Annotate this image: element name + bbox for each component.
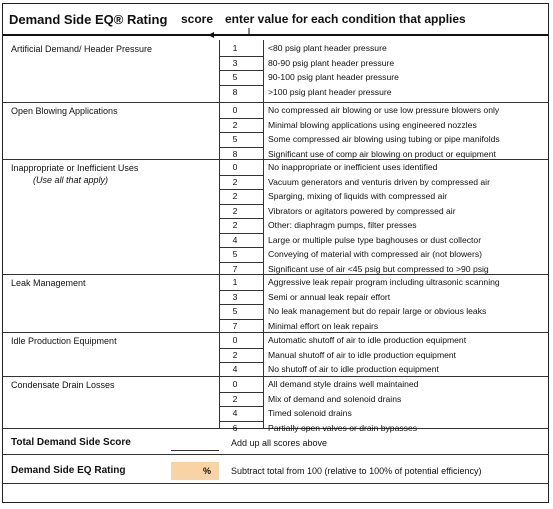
section-title: Artificial Demand/ Header Pressure [11, 44, 153, 54]
eq-rating-label: Demand Side EQ Rating [11, 465, 126, 476]
section-subtitle: (Use all that apply) [33, 175, 109, 185]
condition-score: 6 [232, 422, 238, 433]
score-entry-line[interactable] [219, 118, 264, 119]
condition-score: 5 [232, 249, 238, 259]
condition-score: 0 [232, 379, 238, 389]
section-4 [3, 332, 548, 377]
condition-text: Conveying of material with compressed air (not blowers) [268, 249, 482, 259]
worksheet-title: Demand Side EQ® Rating [9, 12, 168, 27]
condition-row [3, 118, 548, 132]
score-entry-line[interactable] [219, 348, 264, 349]
condition-score: 2 [232, 220, 238, 230]
score-entry-line[interactable] [219, 132, 264, 133]
condition-row [3, 204, 548, 218]
condition-row [3, 348, 548, 362]
condition-score: 3 [232, 291, 238, 302]
condition-score: 2 [232, 205, 238, 216]
instruction-text: enter value for each condition that applies [225, 12, 466, 26]
score-entry-line[interactable] [219, 204, 264, 205]
condition-row [3, 319, 548, 333]
condition-score: 2 [232, 119, 238, 130]
condition-text: Other: diaphragm pumps, filter presses [268, 220, 417, 230]
condition-row [3, 275, 548, 289]
condition-score: 2 [232, 191, 238, 201]
condition-row [3, 218, 548, 232]
condition-score: 0 [232, 162, 238, 172]
condition-score: 8 [232, 86, 238, 97]
condition-text: <80 psig plant header pressure [268, 43, 387, 53]
score-column-label: score [181, 12, 214, 26]
condition-text: Minimal blowing applications using engineered nozzles [268, 119, 477, 130]
condition-row [3, 189, 548, 203]
score-entry-line[interactable] [219, 70, 264, 71]
total-score-label: Total Demand Side Score [11, 437, 131, 448]
condition-row [3, 233, 548, 247]
condition-row [3, 41, 548, 55]
score-entry-line[interactable] [219, 85, 264, 86]
condition-score: 2 [232, 349, 238, 360]
score-entry-line[interactable] [219, 189, 264, 190]
score-entry-line[interactable] [219, 392, 264, 393]
condition-score: 0 [232, 105, 238, 115]
section-title: Idle Production Equipment [11, 336, 117, 346]
section-title: Inappropriate or Inefficient Uses [11, 163, 139, 173]
score-entry-line[interactable] [219, 421, 264, 422]
condition-row [3, 85, 548, 99]
condition-row [3, 103, 548, 117]
eq-rating-field[interactable]: % [171, 462, 219, 480]
condition-row [3, 333, 548, 347]
condition-text: Significant use of comp air blowing on product or equipment [268, 148, 496, 159]
condition-row [3, 247, 548, 261]
eq-rating-description: Subtract total from 100 (relative to 100% of potential efficiency) [231, 466, 482, 476]
section-title: Open Blowing Applications [11, 106, 118, 116]
section-title: Leak Management [11, 278, 86, 288]
condition-text: 90-100 psig plant header pressure [268, 72, 399, 82]
condition-row [3, 392, 548, 406]
score-entry-line[interactable] [219, 218, 264, 219]
condition-row [3, 132, 548, 146]
score-entry-line[interactable] [219, 362, 264, 363]
condition-row [3, 362, 548, 376]
condition-score: 5 [232, 134, 238, 144]
condition-text: >100 psig plant header pressure [268, 86, 392, 97]
worksheet-header [3, 4, 548, 36]
condition-text: Partially open valves or drain bypasses [268, 422, 418, 433]
condition-score: 3 [232, 57, 238, 68]
condition-row [3, 290, 548, 304]
condition-row [3, 175, 548, 189]
condition-score: 2 [232, 393, 238, 404]
score-entry-line[interactable] [219, 175, 264, 176]
score-entry-line[interactable] [219, 304, 264, 305]
condition-text: Sparging, mixing of liquids with compressed air [268, 191, 448, 201]
score-entry-line[interactable] [219, 233, 264, 234]
section-title: Condensate Drain Losses [11, 380, 115, 390]
condition-text: Significant use of air <45 psig but compressed to >90 psig [268, 263, 489, 274]
condition-text: All demand style drains well maintained [268, 379, 419, 389]
condition-score: 4 [232, 364, 238, 374]
score-entry-line[interactable] [219, 56, 264, 57]
score-entry-line[interactable] [219, 262, 264, 263]
condition-text: No leak management but do repair large or obvious leaks [268, 306, 487, 316]
condition-score: 2 [232, 176, 238, 187]
section-1 [3, 102, 548, 160]
condition-row [3, 377, 548, 391]
condition-row [3, 304, 548, 318]
condition-row [3, 56, 548, 70]
condition-text: Aggressive leak repair program including ultrasonic scanning [268, 277, 500, 287]
condition-score: 1 [232, 43, 238, 53]
condition-score: 5 [232, 72, 238, 82]
condition-text: Automatic shutoff of air to idle production equipment [268, 335, 467, 345]
condition-score: 5 [232, 306, 238, 316]
condition-score: 7 [232, 263, 238, 274]
condition-score: 8 [232, 148, 238, 159]
score-entry-line[interactable] [219, 147, 264, 148]
total-score-description: Add up all scores above [231, 438, 328, 448]
condition-row [3, 70, 548, 84]
condition-score: 0 [232, 335, 238, 345]
total-score-row [3, 428, 548, 455]
condition-text: Manual shutoff of air to idle production equipment [268, 349, 457, 360]
section-3 [3, 274, 548, 333]
condition-text: Timed solenoid drains [268, 408, 352, 418]
section-0 [3, 40, 548, 103]
condition-row [3, 160, 548, 174]
section-2 [3, 159, 548, 275]
condition-text: Minimal effort on leak repairs [268, 320, 379, 331]
condition-text: 80-90 psig plant header pressure [268, 57, 395, 68]
score-entry-line[interactable] [219, 247, 264, 248]
condition-score: 1 [232, 277, 238, 287]
condition-text: No shutoff of air to idle production equipment [268, 364, 439, 374]
condition-text: Vacuum generators and venturis driven by compressed air [268, 176, 490, 187]
section-5 [3, 376, 548, 433]
condition-score: 7 [232, 320, 238, 331]
score-entry-line[interactable] [219, 290, 264, 291]
score-entry-line[interactable] [219, 406, 264, 407]
condition-text: Vibrators or agitators powered by compressed air [268, 205, 456, 216]
condition-score: 4 [232, 234, 238, 245]
condition-text: No compressed air blowing or use low pressure blowers only [268, 105, 500, 115]
condition-text: Large or multiple pulse type baghouses or dust collector [268, 234, 482, 245]
condition-text: No inappropriate or inefficient uses identified [268, 162, 438, 172]
score-entry-line[interactable] [219, 319, 264, 320]
rating-worksheet [2, 3, 549, 503]
condition-text: Mix of demand and solenoid drains [268, 393, 402, 404]
condition-score: 4 [232, 408, 238, 418]
condition-text: Some compressed air blowing using tubing or pipe manifolds [268, 134, 500, 144]
eq-rating-row [3, 455, 548, 484]
condition-row [3, 406, 548, 420]
total-score-field[interactable] [171, 450, 219, 451]
condition-text: Semi or annual leak repair effort [268, 291, 391, 302]
